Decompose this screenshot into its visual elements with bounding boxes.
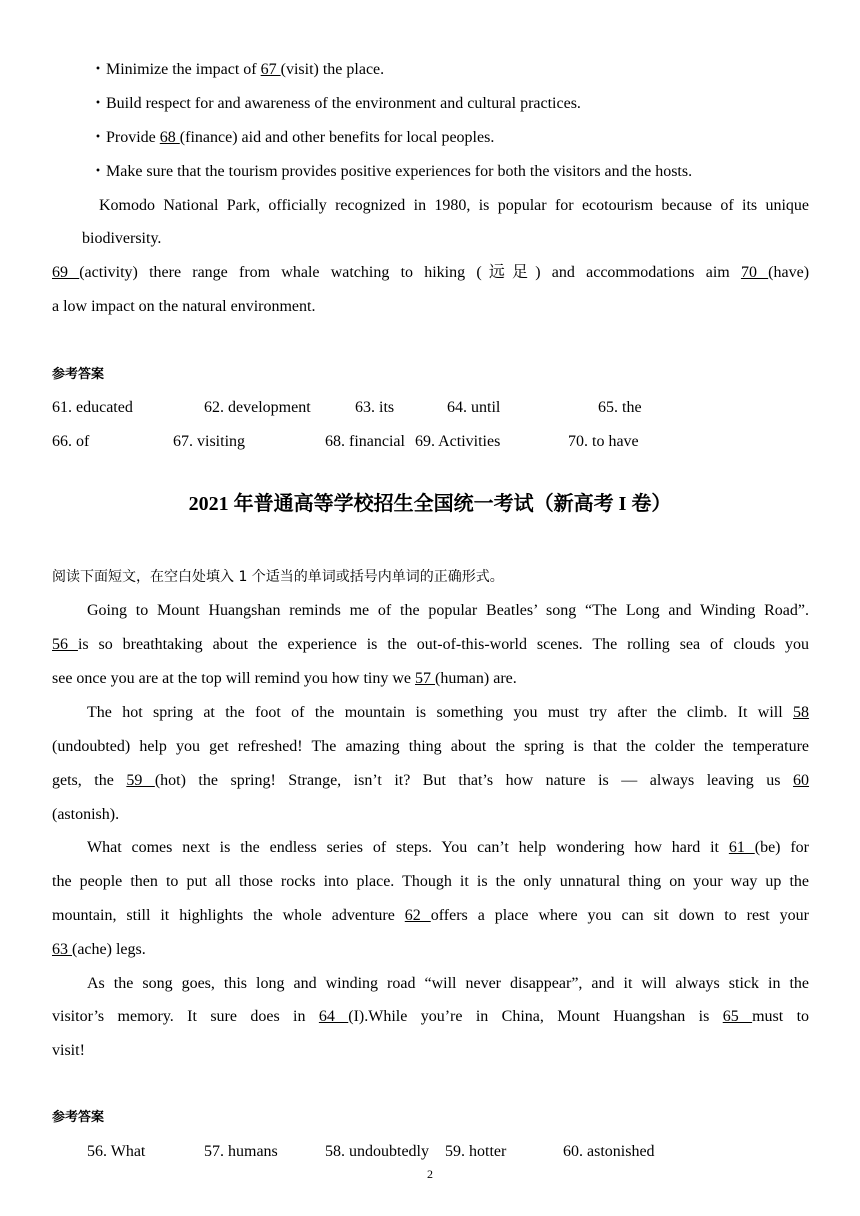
section-title: 2021 年普通高等学校招生全国统一考试（新高考 I 卷） bbox=[188, 493, 672, 515]
komodo-line-3: 69 (activity) there range from whale watching to hiking (远足) and accommodations aim 70 (have) bbox=[52, 264, 810, 281]
answer-68: 68. financial bbox=[325, 433, 405, 450]
passage-line-9: the people then to put all those rocks into place. Though it is the only unnatural thing on your way up the bbox=[52, 873, 809, 890]
bullet-67: ・Minimize the impact of 67 (visit) the place. bbox=[90, 61, 385, 78]
answer-57: 57. humans bbox=[204, 1143, 278, 1160]
passage-line-7: (astonish). bbox=[52, 806, 120, 823]
passage-line-4: The hot spring at the foot of the mountain is something you must try after the climb. It will 58 bbox=[87, 704, 809, 721]
answer-63: 63. its bbox=[355, 399, 395, 416]
passage-line-12: As the song goes, this long and winding road “will never disappear”, and it will always stick in the bbox=[87, 975, 809, 992]
passage-line-2: 56 is so breathtaking about the experience is the out-of-this-world scenes. The rolling sea of clouds you bbox=[52, 636, 810, 653]
answer-58: 58. undoubtedly bbox=[325, 1143, 429, 1160]
answers-label-2: 参考答案 bbox=[52, 1110, 105, 1125]
passage-line-13: visitor’s memory. It sure does in 64 (I).While you’re in China, Mount Huangshan is 65 must to bbox=[52, 1008, 810, 1025]
passage-line-6: gets, the 59 (hot) the spring! Strange, isn’t it? But that’s how nature is — always leaving us 60 bbox=[52, 772, 810, 789]
answer-67: 67. visiting bbox=[173, 433, 246, 450]
answer-70: 70. to have bbox=[568, 433, 639, 450]
passage-line-11: 63 (ache) legs. bbox=[52, 941, 146, 958]
bullet-68: ・Provide 68 (finance) aid and other benefits for local peoples. bbox=[90, 129, 495, 146]
answer-60: 60. astonished bbox=[563, 1143, 655, 1160]
answer-66: 66. of bbox=[52, 433, 90, 450]
komodo-line-2: biodiversity. bbox=[82, 230, 162, 247]
answer-64: 64. until bbox=[447, 399, 501, 416]
answer-69: 69. Activities bbox=[415, 433, 501, 450]
bullet-respect: ・Build respect for and awareness of the environment and cultural practices. bbox=[90, 95, 581, 112]
passage-line-8: What comes next is the endless series of steps. You can’t help wondering how hard it 61 (be) for bbox=[87, 839, 810, 856]
answer-62: 62. development bbox=[204, 399, 311, 416]
passage-line-3: see once you are at the top will remind you how tiny we 57 (human) are. bbox=[52, 670, 517, 687]
passage-line-14: visit! bbox=[52, 1042, 85, 1059]
answer-65: 65. the bbox=[598, 399, 642, 416]
bullet-experiences: ・Make sure that the tourism provides positive experiences for both the visitors and the hosts. bbox=[90, 163, 693, 180]
passage-line-5: (undoubted) help you get refreshed! The amazing thing about the spring is that the colder the temperature bbox=[52, 738, 809, 755]
page-number: 2 bbox=[427, 1167, 433, 1181]
answer-56: 56. What bbox=[87, 1143, 146, 1160]
answers-label-1: 参考答案 bbox=[52, 367, 105, 382]
passage-line-10: mountain, still it highlights the whole adventure 62 offers a place where you can sit down to rest your bbox=[52, 907, 810, 924]
instruction: 阅读下面短文，在空白处填入 1 个适当的单词或括号内单词的正确形式。 bbox=[52, 569, 504, 585]
komodo-line-4: a low impact on the natural environment. bbox=[52, 298, 316, 315]
komodo-line-1: Komodo National Park, officially recognized in 1980, is popular for ecotourism because of its unique bbox=[99, 197, 809, 214]
answer-59: 59. hotter bbox=[445, 1143, 507, 1160]
answer-61: 61. educated bbox=[52, 399, 133, 416]
passage-line-1: Going to Mount Huangshan reminds me of the popular Beatles’ song “The Long and Winding Road”. bbox=[87, 602, 809, 619]
